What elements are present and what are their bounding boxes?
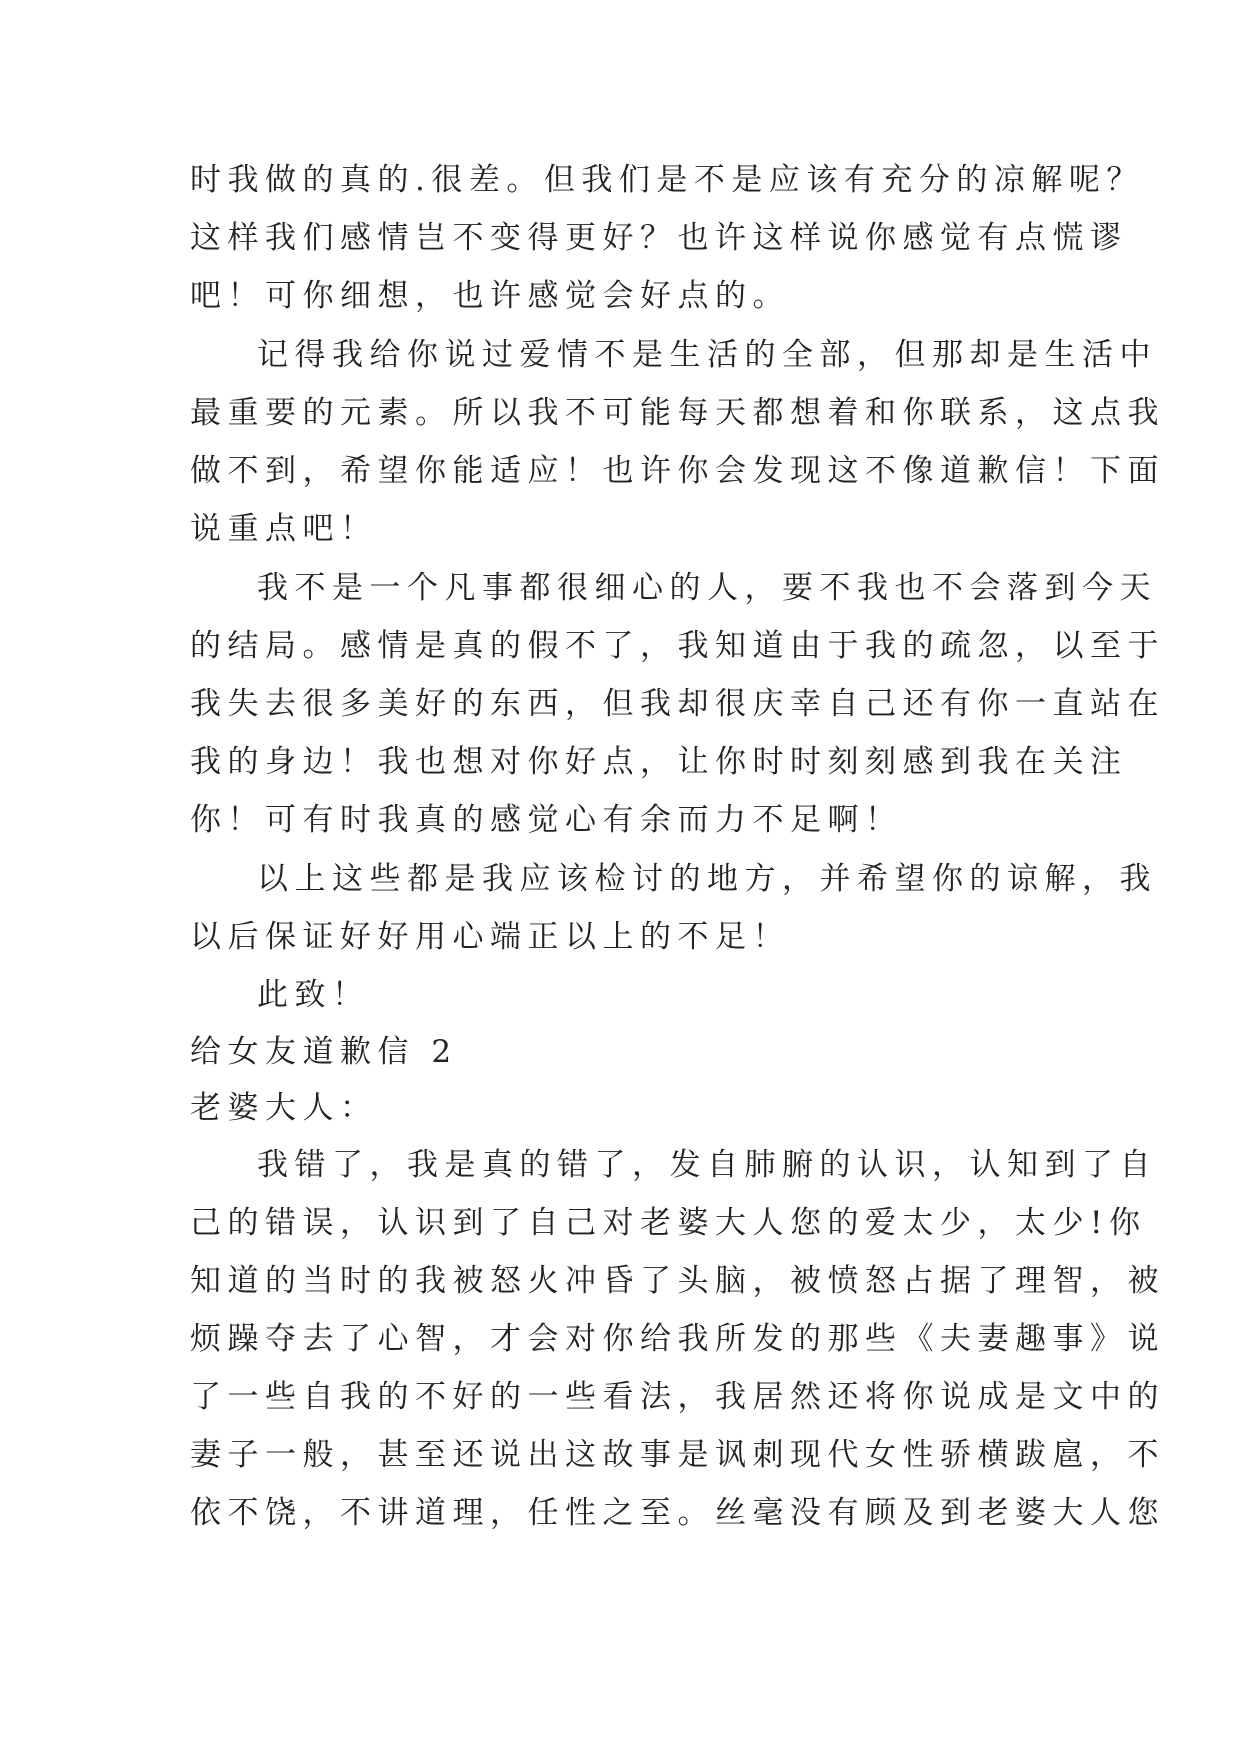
text-line: 依不饶，不讲道理，任性之至。丝毫没有顾及到老婆大人您 <box>190 1495 1165 1531</box>
text-line: 了一些自我的不好的一些看法，我居然还将你说成是文中的 <box>190 1379 1165 1415</box>
text-line: 最重要的元素。所以我不可能每天都想着和你联系，这点我 <box>190 395 1165 431</box>
salutation: 老婆大人： <box>190 1090 378 1126</box>
closing-line: 此致！ <box>257 977 370 1013</box>
text-line: 的结局。感情是真的假不了，我知道由于我的疏忽，以至于 <box>190 628 1165 664</box>
text-line: 时我做的真的.很差。但我们是不是应该有充分的凉解呢？ <box>190 162 1144 198</box>
text-line: 知道的当时的我被怒火冲昏了头脑，被愤怒占据了理智，被 <box>190 1263 1165 1299</box>
section-heading: 给女友道歉信 2 <box>190 1034 458 1070</box>
text-line: 记得我给你说过爱情不是生活的全部，但那却是生活中 <box>257 337 1157 373</box>
text-line: 妻子一般，甚至还说出这故事是讽刺现代女性骄横跋扈，不 <box>190 1437 1165 1473</box>
text-line: 做不到，希望你能适应！也许你会发现这不像道歉信！下面 <box>190 453 1165 489</box>
text-line: 吧！可你细想，也许感觉会好点的。 <box>190 278 790 314</box>
text-line: 以上这些都是我应该检讨的地方，并希望你的谅解，我 <box>257 861 1157 897</box>
text-line: 我错了，我是真的错了，发自肺腑的认识，认知到了自 <box>257 1147 1157 1183</box>
text-line: 烦躁夺去了心智，才会对你给我所发的那些《夫妻趣事》说 <box>190 1321 1165 1357</box>
text-line: 你！可有时我真的感觉心有余而力不足啊！ <box>190 802 903 838</box>
text-line: 己的错误，认识到了自己对老婆大人您的爱太少，太少!你 <box>190 1205 1147 1241</box>
text-line: 说重点吧！ <box>190 511 378 547</box>
text-line: 我的身边！我也想对你好点，让你时时刻刻感到我在关注 <box>190 744 1128 780</box>
text-line: 这样我们感情岂不变得更好？也许这样说你感觉有点慌谬 <box>190 220 1128 256</box>
text-line: 以后保证好好用心端正以上的不足！ <box>190 919 790 955</box>
text-line: 我失去很多美好的东西，但我却很庆幸自己还有你一直站在 <box>190 686 1165 722</box>
text-line: 我不是一个凡事都很细心的人，要不我也不会落到今天 <box>257 570 1157 606</box>
